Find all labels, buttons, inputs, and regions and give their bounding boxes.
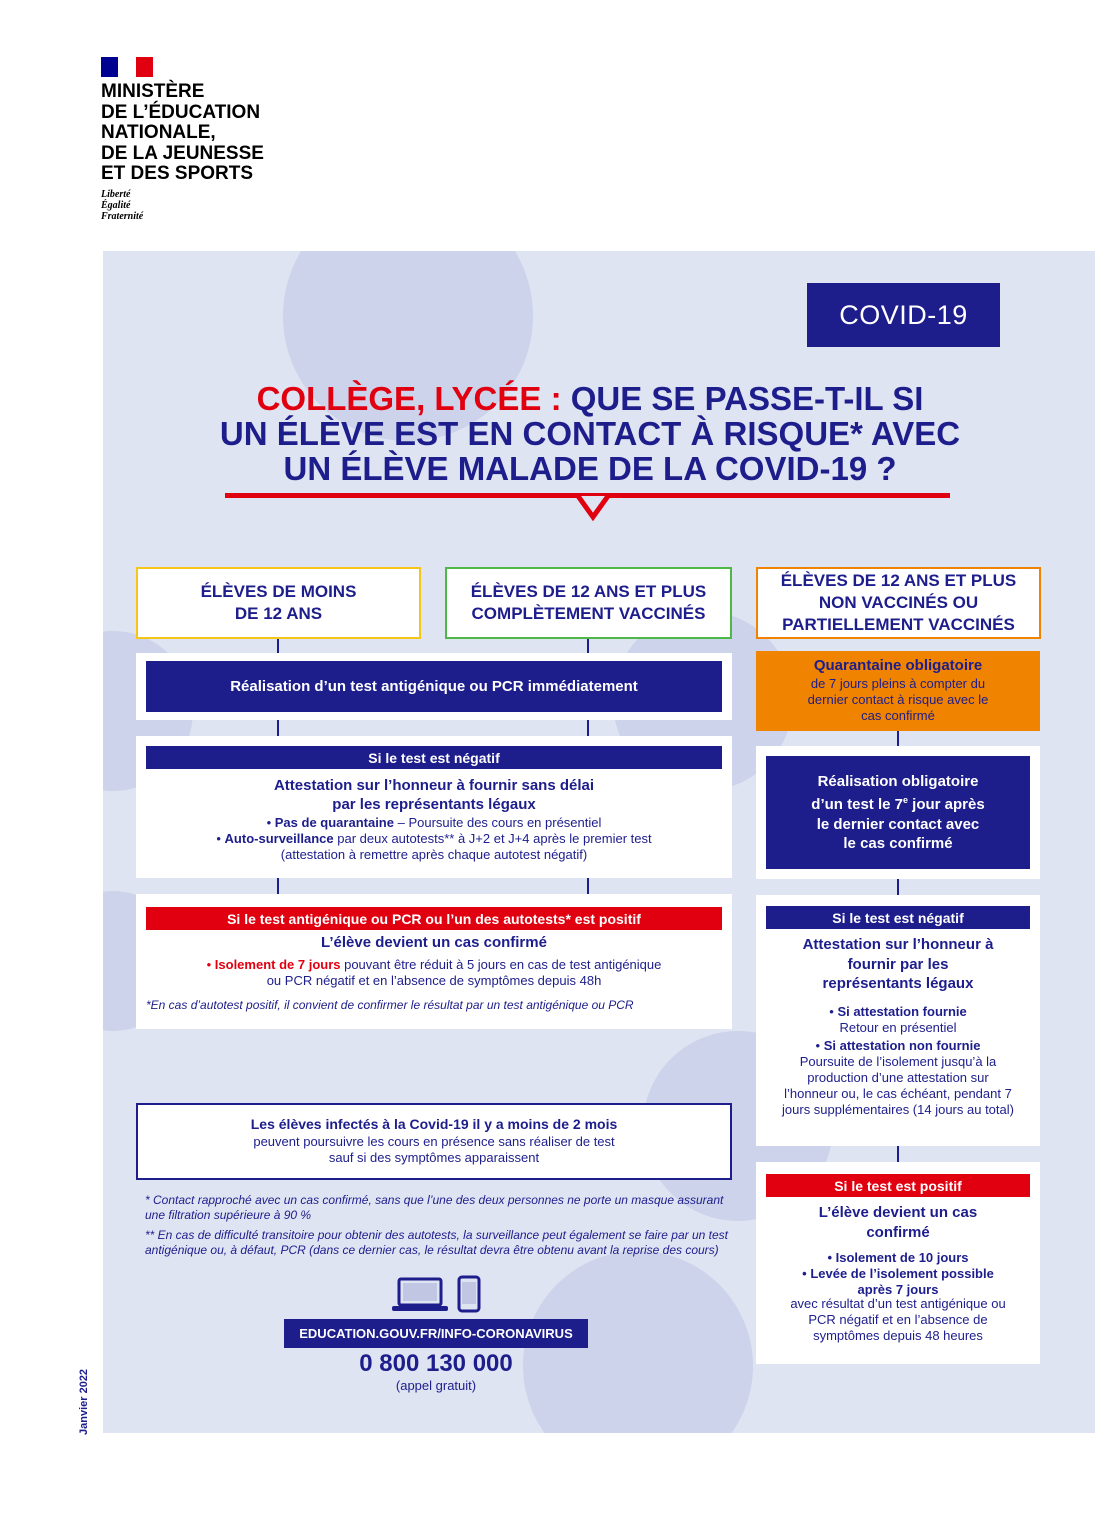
column-header-under-12: ÉLÈVES DE MOINS DE 12 ANS xyxy=(136,567,421,639)
immediate-test-card xyxy=(136,653,732,720)
connector-line xyxy=(587,639,589,653)
connector-line xyxy=(897,879,899,895)
phone-number[interactable]: 0 800 130 000 xyxy=(359,1350,513,1377)
column-header-unvaccinated: ÉLÈVES DE 12 ANS ET PLUS NON VACCINÉS OU PARTIELLEMENT VACCINÉS xyxy=(756,567,1041,639)
quarantine-card: Quarantaine obligatoire de 7 jours pleins à compter du dernier contact à risque avec le cas confirmé xyxy=(756,651,1040,731)
positive-test-title: L’élève devient un cas confirmé xyxy=(321,934,547,951)
connector-line xyxy=(897,1146,899,1162)
right-negative-bar: Si le test est négatif xyxy=(766,906,1030,929)
connector-line xyxy=(277,720,279,736)
right-negative-card: Si le test est négatif Attestation sur l’honneur à fournir par les représentants légaux • Si attestation fournie Retour en présentiel • Si attestation non fournie Poursuite de l’isolement jusqu’à la production d’une attestation sur l’honneur ou, le cas échéant, pendant 7 jours supplémentaires (14 jours au total) xyxy=(756,895,1040,1146)
autotest-note: *En cas d’autotest positif, il convient de confirmer le résultat par un test antigénique ou PCR xyxy=(146,998,634,1012)
phone-note: (appel gratuit) xyxy=(395,1378,477,1393)
day7-test-card: Réalisation obligatoire d’un test le 7e jour après le dernier contact avec le cas confirmé xyxy=(756,746,1040,879)
negative-test-details: • Pas de quarantaine – Poursuite des cours en présentiel • Auto-surveillance par deux autotests** à J+2 et J+4 après le premier test (attestation à remettre après chaque autotest négatif) xyxy=(216,815,652,862)
right-positive-bar: Si le test est positif xyxy=(766,1174,1030,1197)
website-link[interactable]: EDUCATION.GOUV.FR/INFO-CORONAVIRUS xyxy=(284,1319,588,1348)
republic-motto: Liberté Égalité Fraternité xyxy=(101,189,144,222)
column-header-vaccinated: ÉLÈVES DE 12 ANS ET PLUS COMPLÈTEMENT VACCINÉS xyxy=(445,567,732,639)
title-pointer-icon xyxy=(576,495,610,525)
positive-test-bar: Si le test antigénique ou PCR ou l’un des autotests* est positif xyxy=(146,907,722,930)
infected-info-box: Les élèves infectés à la Covid-19 il y a moins de 2 mois peuvent poursuivre les cours en présence sans réaliser de test sauf si des symptômes apparaissent xyxy=(136,1103,732,1180)
page-title: COLLÈGE, LYCÉE : QUE SE PASSE-T-IL SI UN ÉLÈVE EST EN CONTACT À RISQUE* AVEC UN ÉLÈVE MALADE DE LA COVID-19 ? xyxy=(219,380,961,487)
attestation-title: Attestation sur l’honneur à fournir sans délai par les représentants légaux xyxy=(273,777,595,813)
positive-test-details: • Isolement de 7 jours pouvant être réduit à 5 jours en cas de test antigénique ou PCR négatif et en l’absence de symptômes depuis 48h xyxy=(206,957,662,988)
ministry-name: MINISTÈRE DE L’ÉDUCATION NATIONALE, DE LA JEUNESSE ET DES SPORTS xyxy=(101,81,264,184)
republic-flag-logo xyxy=(101,57,153,77)
connector-line xyxy=(587,878,589,894)
covid-badge: COVID-19 xyxy=(807,283,1000,347)
footnote-autotests: ** En cas de difficulté transitoire pour obtenir des autotests, la surveillance peut également se faire par un test antigénique ou, à défaut, PCR (dans ce dernier cas, le résultat devra être obtenu avant la reprise des cours) xyxy=(145,1228,728,1257)
connector-line xyxy=(277,639,279,653)
laptop-icon xyxy=(390,1276,450,1314)
positive-test-card xyxy=(136,894,732,1029)
right-positive-card: Si le test est positif L’élève devient un cas confirmé • Isolement de 10 jours • Levée de l’isolement possible après 7 jours avec résultat d’un test antigénique ou PCR négatif et en l’absence de symptômes depuis 48 heures xyxy=(756,1162,1040,1364)
connector-line xyxy=(277,878,279,894)
connector-line xyxy=(897,731,899,746)
negative-test-card xyxy=(136,736,732,878)
connector-line xyxy=(587,720,589,736)
smartphone-icon xyxy=(457,1275,481,1313)
footnote-contact: * Contact rapproché avec un cas confirmé, sans que l’une des deux personnes ne porte un masque assurant une filtration supérieure à 90 % xyxy=(145,1193,724,1222)
publication-date: Janvier 2022 xyxy=(78,1368,90,1435)
negative-test-bar: Si le test est négatif xyxy=(146,746,722,769)
immediate-test-text: Réalisation d’un test antigénique ou PCR immédiatement xyxy=(146,661,722,712)
